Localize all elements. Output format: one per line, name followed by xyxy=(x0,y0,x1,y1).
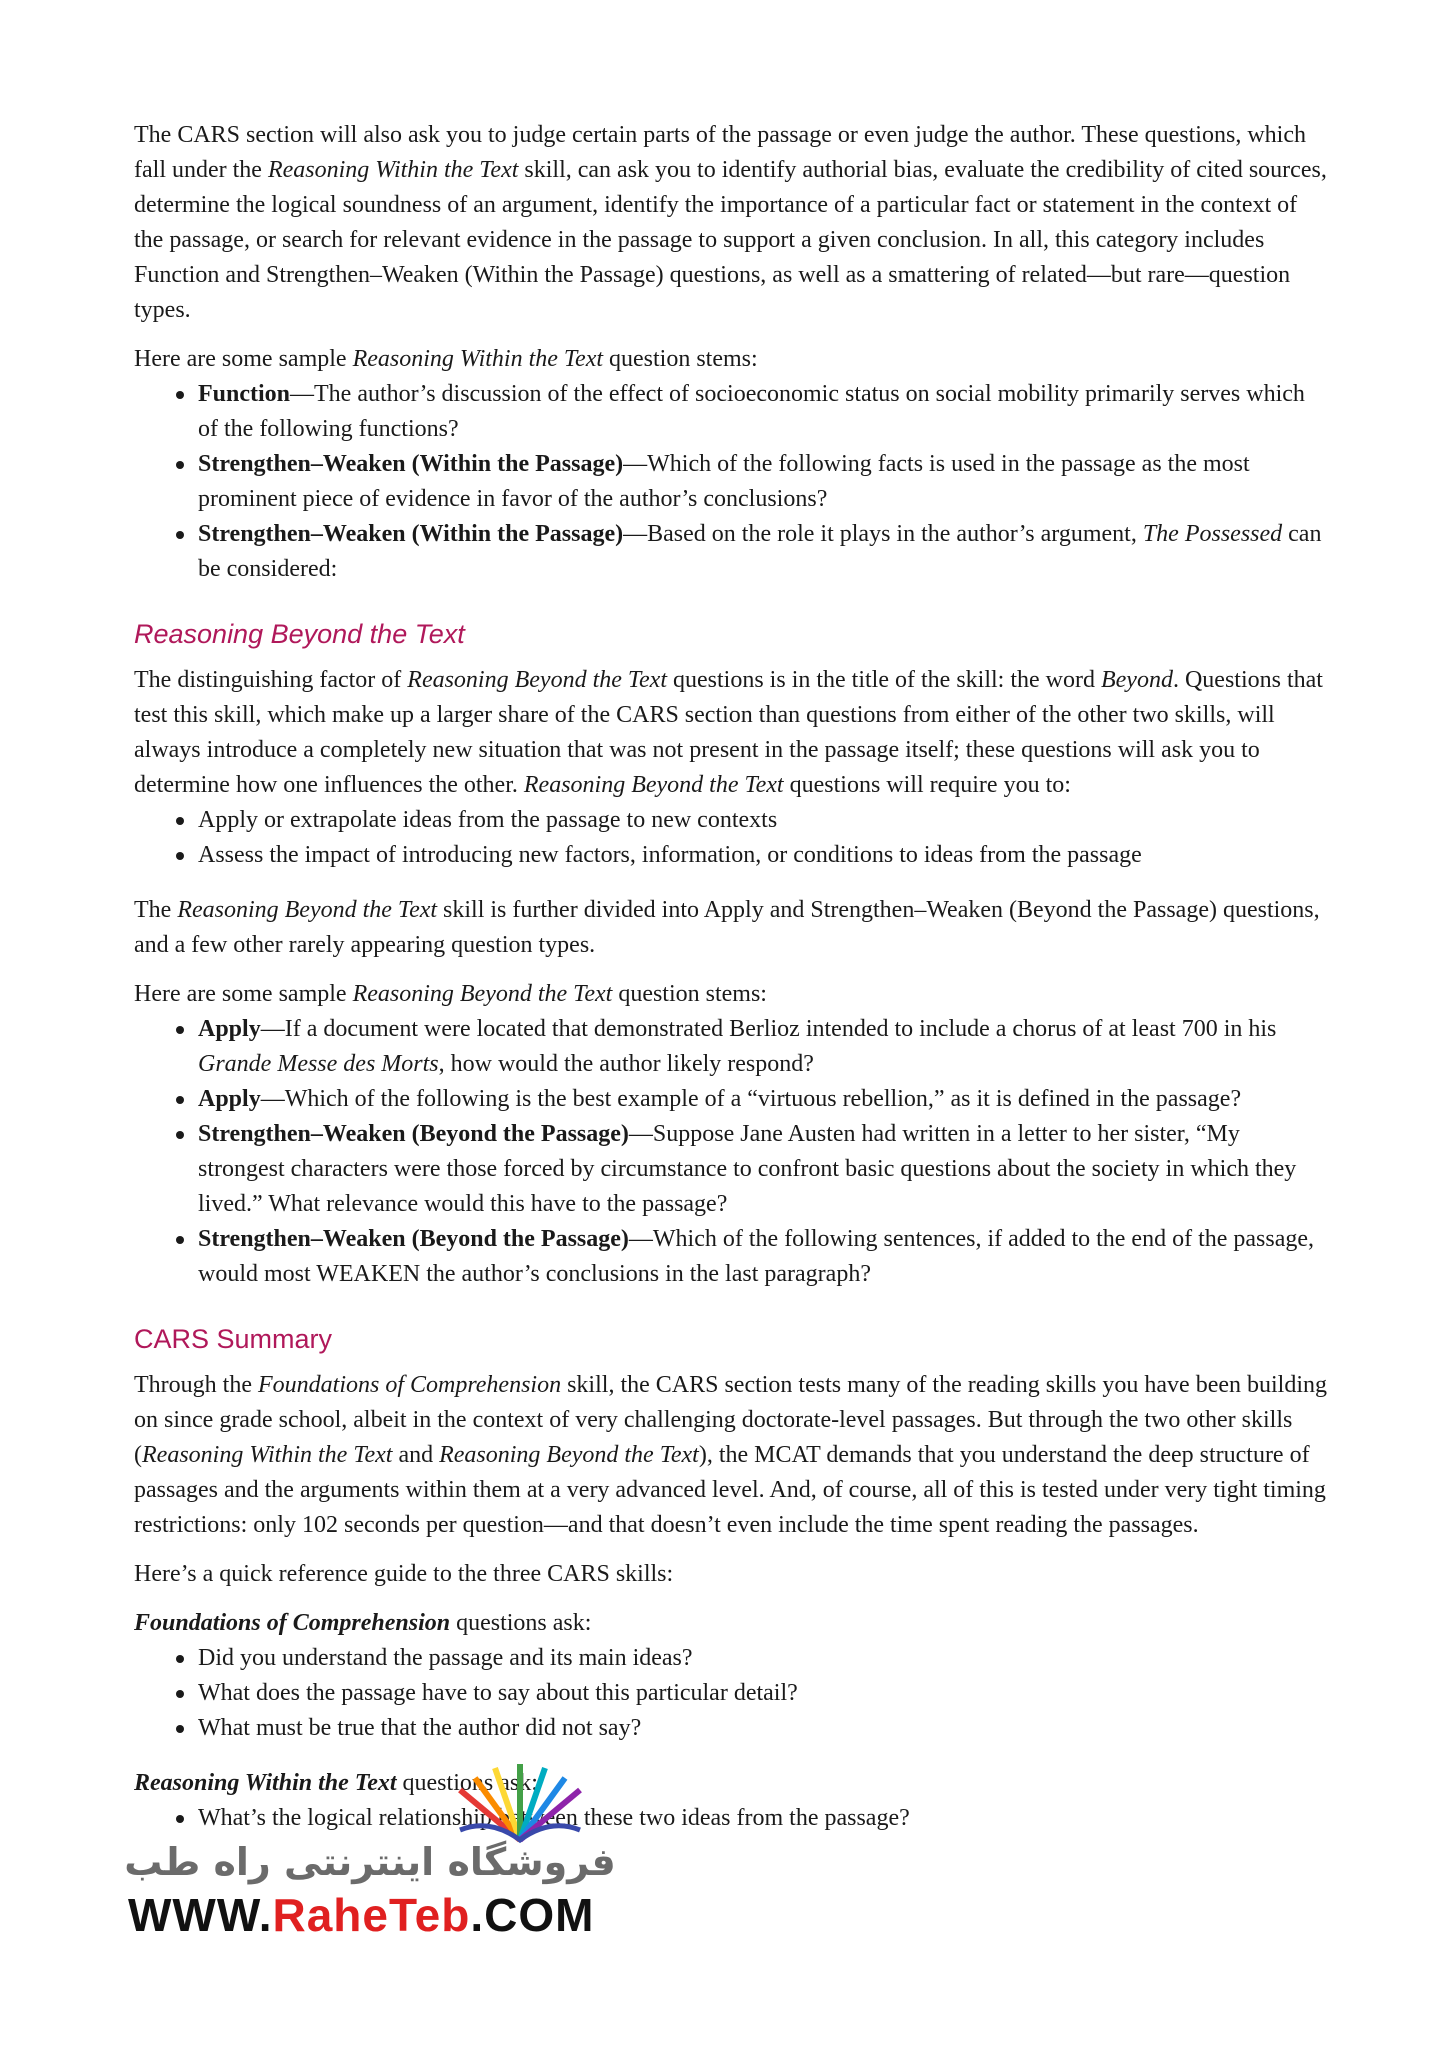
list-item: Apply—Which of the following is the best example of a “virtuous rebellion,” as it is defined in the passage? xyxy=(198,1082,1330,1117)
watermark-url: WWW.RaheTeb.COM xyxy=(128,1889,595,1941)
watermark-persian-text: فروشگاه اینترنتی راه طب xyxy=(124,1840,616,1884)
book-logo-icon xyxy=(440,1760,600,1850)
list-item: Strengthen–Weaken (Beyond the Passage)—Which of the following sentences, if added to the end of the passage, would most WEAKEN the author’s conclusions in the last paragraph? xyxy=(198,1222,1330,1292)
paragraph-reasoning-beyond: The distinguishing factor of Reasoning Beyond the Text questions is in the title of the skill: the word Beyond. Questions that test this skill, which make up a larger share of the CARS section than questions from either of the other two skills, will always introduce a completely new situation that was not present in the passage itself; these questions will ask you to determine how one influences the other. Reasoning Beyond the Text questions will require you to: xyxy=(134,667,1323,798)
paragraph-foundations-ask: Foundations of Comprehension questions ask: xyxy=(134,1610,592,1636)
heading-cars-summary: CARS Summary xyxy=(134,1324,333,1354)
list-item: Assess the impact of introducing new factors, information, or conditions to ideas from the passage xyxy=(198,838,1330,873)
list-item: Did you understand the passage and its main ideas? xyxy=(198,1641,1330,1676)
watermark xyxy=(120,1760,640,1941)
list-item: What must be true that the author did not say? xyxy=(198,1711,1330,1746)
list-item: Apply—If a document were located that demonstrated Berlioz intended to include a chorus of at least 700 in his Grande Messe des Morts, how would the author likely respond? xyxy=(198,1012,1330,1082)
paragraph-cars-summary: Through the Foundations of Comprehension skill, the CARS section tests many of the reading skills you have been building on since grade school, albeit in the context of very challenging doctorate-level passages. But through the two other skills (Reasoning Within the Text and Reasoning Beyond the Text), the MCAT demands that you understand the deep structure of passages and the arguments within them at a very advanced level. And, of course, all of this is tested under very tight timing restrictions: only 102 seconds per question—and that doesn’t even include the time spent reading the passages. xyxy=(134,1372,1327,1538)
list-within-stems xyxy=(134,377,1330,587)
list-beyond-stems xyxy=(134,1012,1330,1292)
list-item: Function—The author’s discussion of the effect of socioeconomic status on social mobility primarily serves which of the following functions? xyxy=(198,377,1330,447)
paragraph-quick-reference: Here’s a quick reference guide to the three CARS skills: xyxy=(134,1561,674,1587)
list-item: Strengthen–Weaken (Within the Passage)—Based on the role it plays in the author’s argument, The Possessed can be considered: xyxy=(198,517,1330,587)
paragraph-sample-stems-beyond: Here are some sample Reasoning Beyond the Text question stems: xyxy=(134,981,767,1007)
heading-reasoning-beyond: Reasoning Beyond the Text xyxy=(134,619,465,649)
paragraph-sample-stems-within: Here are some sample Reasoning Within the Text question stems: xyxy=(134,346,758,372)
list-foundations-questions xyxy=(134,1641,1330,1746)
list-item: Strengthen–Weaken (Beyond the Passage)—Suppose Jane Austen had written in a letter to her sister, “My strongest characters were those forced by circumstance to confront basic questions about the society in which they lived.” What relevance would this have to the passage? xyxy=(198,1117,1330,1222)
list-item: Strengthen–Weaken (Within the Passage)—Which of the following facts is used in the passage as the most prominent piece of evidence in favor of the author’s conclusions? xyxy=(198,447,1330,517)
list-item: What does the passage have to say about this particular detail? xyxy=(198,1676,1330,1711)
paragraph-reasoning-within: The CARS section will also ask you to judge certain parts of the passage or even judge the author. These questions, which fall under the Reasoning Within the Text skill, can ask you to identify authorial bias, evaluate the credibility of cited sources, determine the logical soundness of an argument, identify the importance of a particular fact or statement in the context of the passage, or search for relevant evidence in the passage to support a given conclusion. In all, this category includes Function and Strengthen–Weaken (Within the Passage) questions, as well as a smattering of related—but rare—question types. xyxy=(134,122,1327,323)
document-page xyxy=(134,118,1330,1836)
paragraph-beyond-divided: The Reasoning Beyond the Text skill is further divided into Apply and Strengthen–Weaken (Beyond the Passage) questions, and a few other rarely appearing question types. xyxy=(134,897,1320,958)
list-beyond-requirements xyxy=(134,803,1330,873)
paragraph-within-ask: Reasoning Within the Text questions ask: xyxy=(134,1770,538,1796)
list-item: What’s the logical relationship between these two ideas from the passage? xyxy=(198,1801,1330,1836)
list-item: Apply or extrapolate ideas from the passage to new contexts xyxy=(198,803,1330,838)
